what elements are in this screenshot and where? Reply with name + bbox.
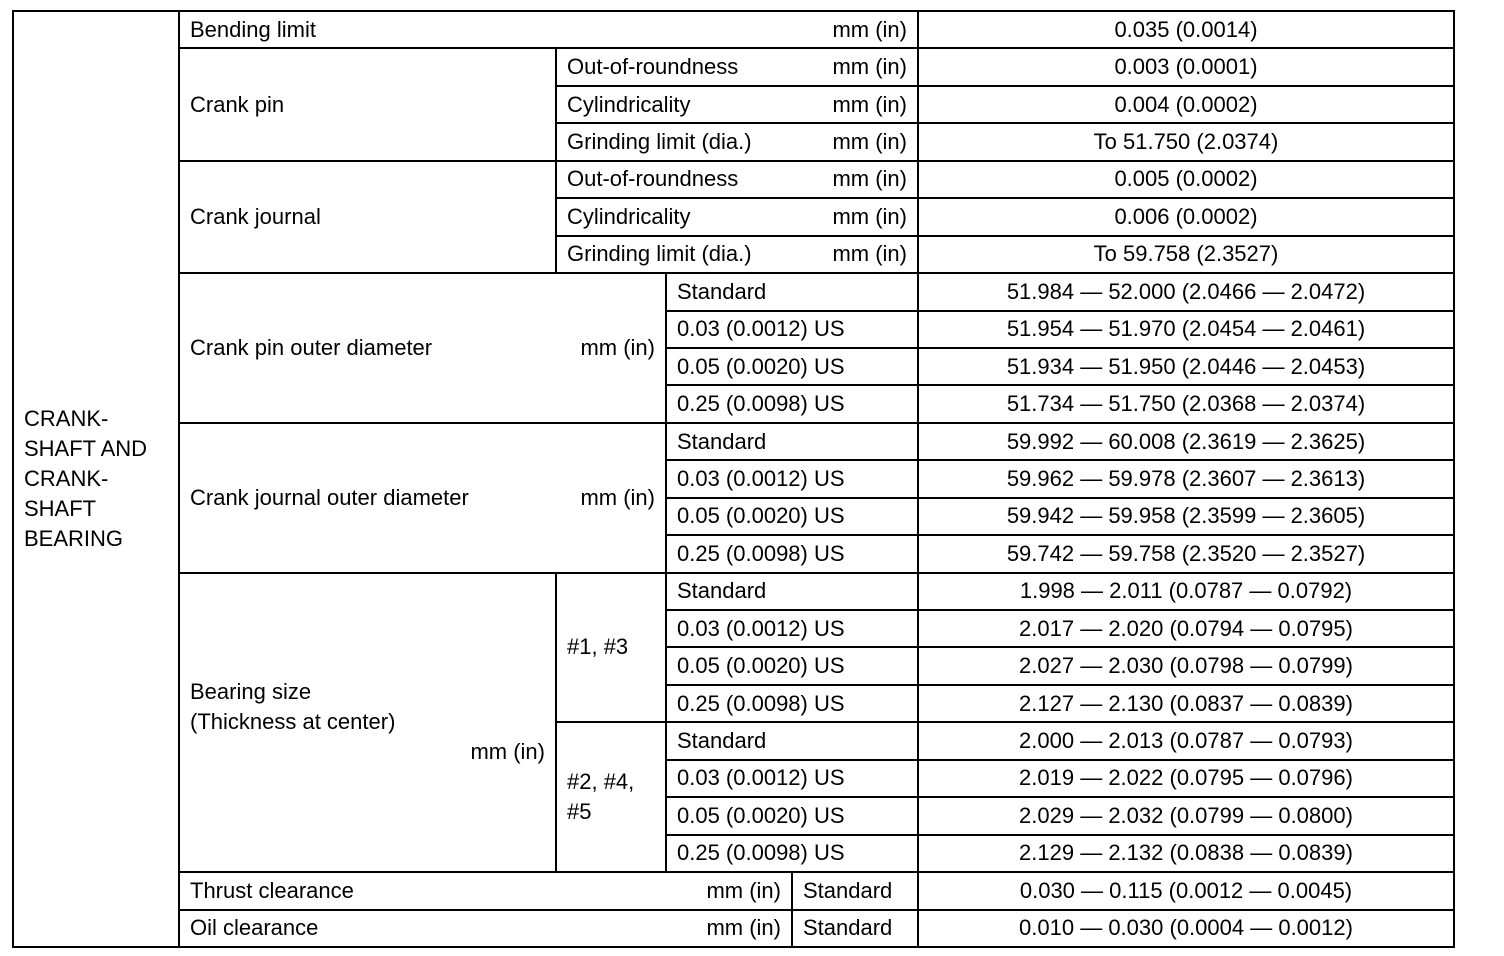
pin-od-label-cell: [179, 273, 666, 423]
pin-od-label: Crank pin outer diameter: [190, 334, 433, 360]
crank-journal-row-value: To 59.758 (2.3527): [918, 236, 1454, 273]
bearing-grade: Standard: [666, 722, 918, 759]
bearing-grade: 0.25 (0.0098) US: [666, 685, 918, 722]
crank-journal-row-label-cell: [556, 236, 918, 273]
bearing-value: 2.129 — 2.132 (0.0838 — 0.0839): [918, 835, 1454, 872]
crank-journal-row-label: Cylindricality: [567, 203, 691, 229]
thrust-value: 0.030 — 0.115 (0.0012 — 0.0045): [918, 872, 1454, 909]
journal-od-grade: 0.03 (0.0012) US: [666, 460, 918, 497]
crank-journal-label: Crank journal: [179, 161, 556, 273]
unit-label: mm (in): [706, 915, 781, 941]
crank-pin-row-label-cell: [556, 86, 918, 123]
crank-journal-row-label-cell: [556, 198, 918, 235]
crank-journal-row-value: 0.005 (0.0002): [918, 161, 1454, 198]
bearing-value: 1.998 — 2.011 (0.0787 — 0.0792): [918, 573, 1454, 610]
section-label: [13, 11, 179, 947]
journal-od-value: 59.962 — 59.978 (2.3607 — 2.3613): [918, 460, 1454, 497]
bearing-size-label: Bearing size: [190, 679, 312, 705]
bearing-value: 2.029 — 2.032 (0.0799 — 0.0800): [918, 797, 1454, 834]
bearing-grade: 0.05 (0.0020) US: [666, 647, 918, 684]
bearing-size-sublabel: (Thickness at center): [190, 709, 396, 735]
journal-od-label-cell: [179, 423, 666, 573]
unit-label: mm (in): [832, 129, 907, 155]
pin-od-grade: 0.25 (0.0098) US: [666, 385, 918, 422]
unit-label: mm (in): [832, 16, 907, 42]
spec-table: [12, 10, 1455, 948]
bending-limit-label: Bending limit: [190, 16, 316, 42]
crank-journal-row-label-cell: [556, 161, 918, 198]
crank-pin-row-value: To 51.750 (2.0374): [918, 123, 1454, 160]
bending-limit-label-cell: [179, 11, 918, 48]
crank-pin-row-label: Out-of-roundness: [567, 54, 739, 80]
bearing-group-2-text: #2, #4, #5: [567, 769, 635, 825]
crank-pin-row-label-cell: [556, 123, 918, 160]
unit-label: mm (in): [470, 739, 545, 765]
unit-label: mm (in): [706, 877, 781, 903]
bearing-value: 2.019 — 2.022 (0.0795 — 0.0796): [918, 760, 1454, 797]
pin-od-grade: 0.03 (0.0012) US: [666, 311, 918, 348]
journal-od-grade: Standard: [666, 423, 918, 460]
journal-od-value: 59.992 — 60.008 (2.3619 — 2.3625): [918, 423, 1454, 460]
crank-pin-row-label: Cylindricality: [567, 91, 691, 117]
crank-pin-row-label-cell: [556, 48, 918, 85]
oil-label-cell: [179, 910, 792, 948]
unit-label: mm (in): [580, 484, 655, 510]
crank-pin-row-value: 0.004 (0.0002): [918, 86, 1454, 123]
bearing-grade: Standard: [666, 573, 918, 610]
bearing-grade: 0.05 (0.0020) US: [666, 797, 918, 834]
pin-od-value: 51.934 — 51.950 (2.0446 — 2.0453): [918, 348, 1454, 385]
oil-value: 0.010 — 0.030 (0.0004 — 0.0012): [918, 910, 1454, 948]
crank-pin-label: Crank pin: [179, 48, 556, 160]
crank-journal-row-label: Grinding limit (dia.): [567, 241, 752, 267]
pin-od-grade: 0.05 (0.0020) US: [666, 348, 918, 385]
bearing-group-1-text: #1, #3: [567, 634, 629, 660]
journal-od-grade: 0.05 (0.0020) US: [666, 498, 918, 535]
bearing-grade: 0.25 (0.0098) US: [666, 835, 918, 872]
bearing-value: 2.127 — 2.130 (0.0837 — 0.0839): [918, 685, 1454, 722]
bearing-value: 2.017 — 2.020 (0.0794 — 0.0795): [918, 610, 1454, 647]
unit-label: mm (in): [580, 334, 655, 360]
crank-journal-row-value: 0.006 (0.0002): [918, 198, 1454, 235]
unit-label: mm (in): [832, 91, 907, 117]
journal-od-label: Crank journal outer diameter: [190, 484, 469, 510]
section-label-text: CRANK- SHAFT AND CRANK- SHAFT BEARING: [24, 406, 148, 551]
crank-pin-row-value: 0.003 (0.0001): [918, 48, 1454, 85]
bearing-grade: 0.03 (0.0012) US: [666, 610, 918, 647]
journal-od-grade: 0.25 (0.0098) US: [666, 535, 918, 572]
bearing-group-2-label: [556, 722, 666, 872]
bearing-group-1-label: [556, 573, 666, 723]
pin-od-value: 51.954 — 51.970 (2.0454 — 2.0461): [918, 311, 1454, 348]
unit-label: mm (in): [832, 166, 907, 192]
bearing-size-label-cell: [179, 573, 556, 873]
bearing-value: 2.000 — 2.013 (0.0787 — 0.0793): [918, 722, 1454, 759]
thrust-grade: Standard: [792, 872, 918, 909]
oil-clearance-label: Oil clearance: [190, 915, 319, 941]
journal-od-value: 59.942 — 59.958 (2.3599 — 2.3605): [918, 498, 1454, 535]
pin-od-value: 51.984 — 52.000 (2.0466 — 2.0472): [918, 273, 1454, 310]
unit-label: mm (in): [832, 241, 907, 267]
pin-od-value: 51.734 — 51.750 (2.0368 — 2.0374): [918, 385, 1454, 422]
unit-label: mm (in): [832, 54, 907, 80]
bending-limit-value: 0.035 (0.0014): [918, 11, 1454, 48]
unit-label: mm (in): [832, 203, 907, 229]
bearing-grade: 0.03 (0.0012) US: [666, 760, 918, 797]
crank-journal-row-label: Out-of-roundness: [567, 166, 739, 192]
pin-od-grade: Standard: [666, 273, 918, 310]
bearing-value: 2.027 — 2.030 (0.0798 — 0.0799): [918, 647, 1454, 684]
crank-pin-row-label: Grinding limit (dia.): [567, 129, 752, 155]
thrust-label-cell: [179, 872, 792, 909]
thrust-clearance-label: Thrust clearance: [190, 877, 354, 903]
oil-grade: Standard: [792, 910, 918, 948]
journal-od-value: 59.742 — 59.758 (2.3520 — 2.3527): [918, 535, 1454, 572]
